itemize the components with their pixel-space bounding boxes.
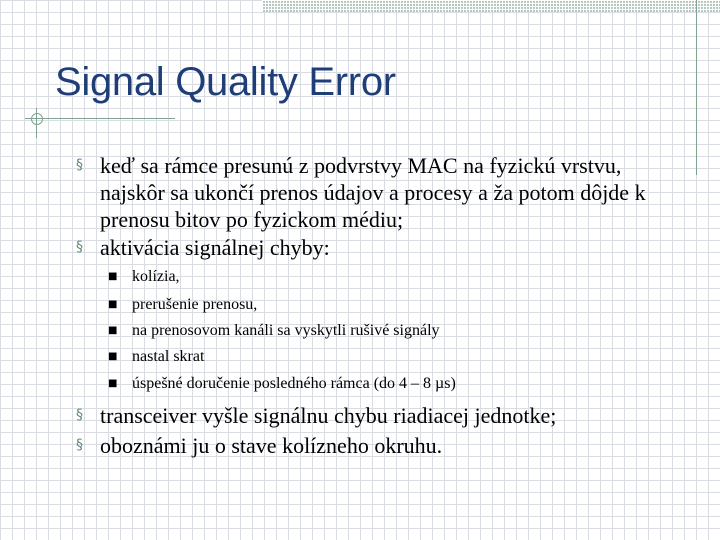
bullet-text: transceiver vyšle signálnu chybu riadiacej jednotke; <box>100 403 557 428</box>
bullet-item <box>76 402 690 429</box>
decorative-vertical-line <box>696 0 697 175</box>
bullet-item <box>76 432 690 459</box>
decorative-circle <box>31 113 43 125</box>
bullet-item <box>76 234 690 261</box>
sub-bullet-marker: ■ <box>108 271 118 282</box>
sub-bullet-item <box>108 374 692 394</box>
bullet-marker: § <box>76 157 83 173</box>
sub-bullet-item <box>108 267 692 287</box>
decorative-horizontal-line <box>25 118 175 119</box>
sub-bullet-marker: ■ <box>108 378 118 389</box>
bullet-text: aktivácia signálnej chyby: <box>100 235 330 260</box>
sub-bullet-item <box>108 295 692 315</box>
bullet-marker: § <box>76 239 83 255</box>
sub-bullet-marker: ■ <box>108 351 118 362</box>
sub-bullet-marker: ■ <box>108 325 118 336</box>
bullet-text: oboznámi ju o stave kolízneho okruhu. <box>100 433 443 458</box>
bullet-marker: § <box>76 407 83 423</box>
bullet-marker: § <box>76 437 83 453</box>
sub-bullet-text: prerušenie prenosu, <box>132 296 258 313</box>
decorative-header-block <box>262 0 720 12</box>
sub-bullet-text: na prenosovom kanáli sa vyskytli rušivé signály <box>132 322 440 339</box>
bullet-item <box>76 152 690 233</box>
sub-bullet-text: úspešné doručenie posledného rámca (do 4 – 8 µs) <box>132 375 456 392</box>
bullet-text: keď sa rámce presunú z podvrstvy MAC na fyzickú vrstvu, najskôr sa ukončí prenos údajov a procesy a ža potom dôjde k prenosu bitov po fyzickom médiu; <box>100 153 646 232</box>
slide-title: Signal Quality Error <box>55 60 396 104</box>
sub-bullet-text: nastal skrat <box>132 348 205 365</box>
sub-bullet-item <box>108 321 692 341</box>
sub-bullet-marker: ■ <box>108 299 118 310</box>
sub-bullet-item <box>108 347 692 367</box>
sub-bullet-text: kolízia, <box>132 268 180 285</box>
